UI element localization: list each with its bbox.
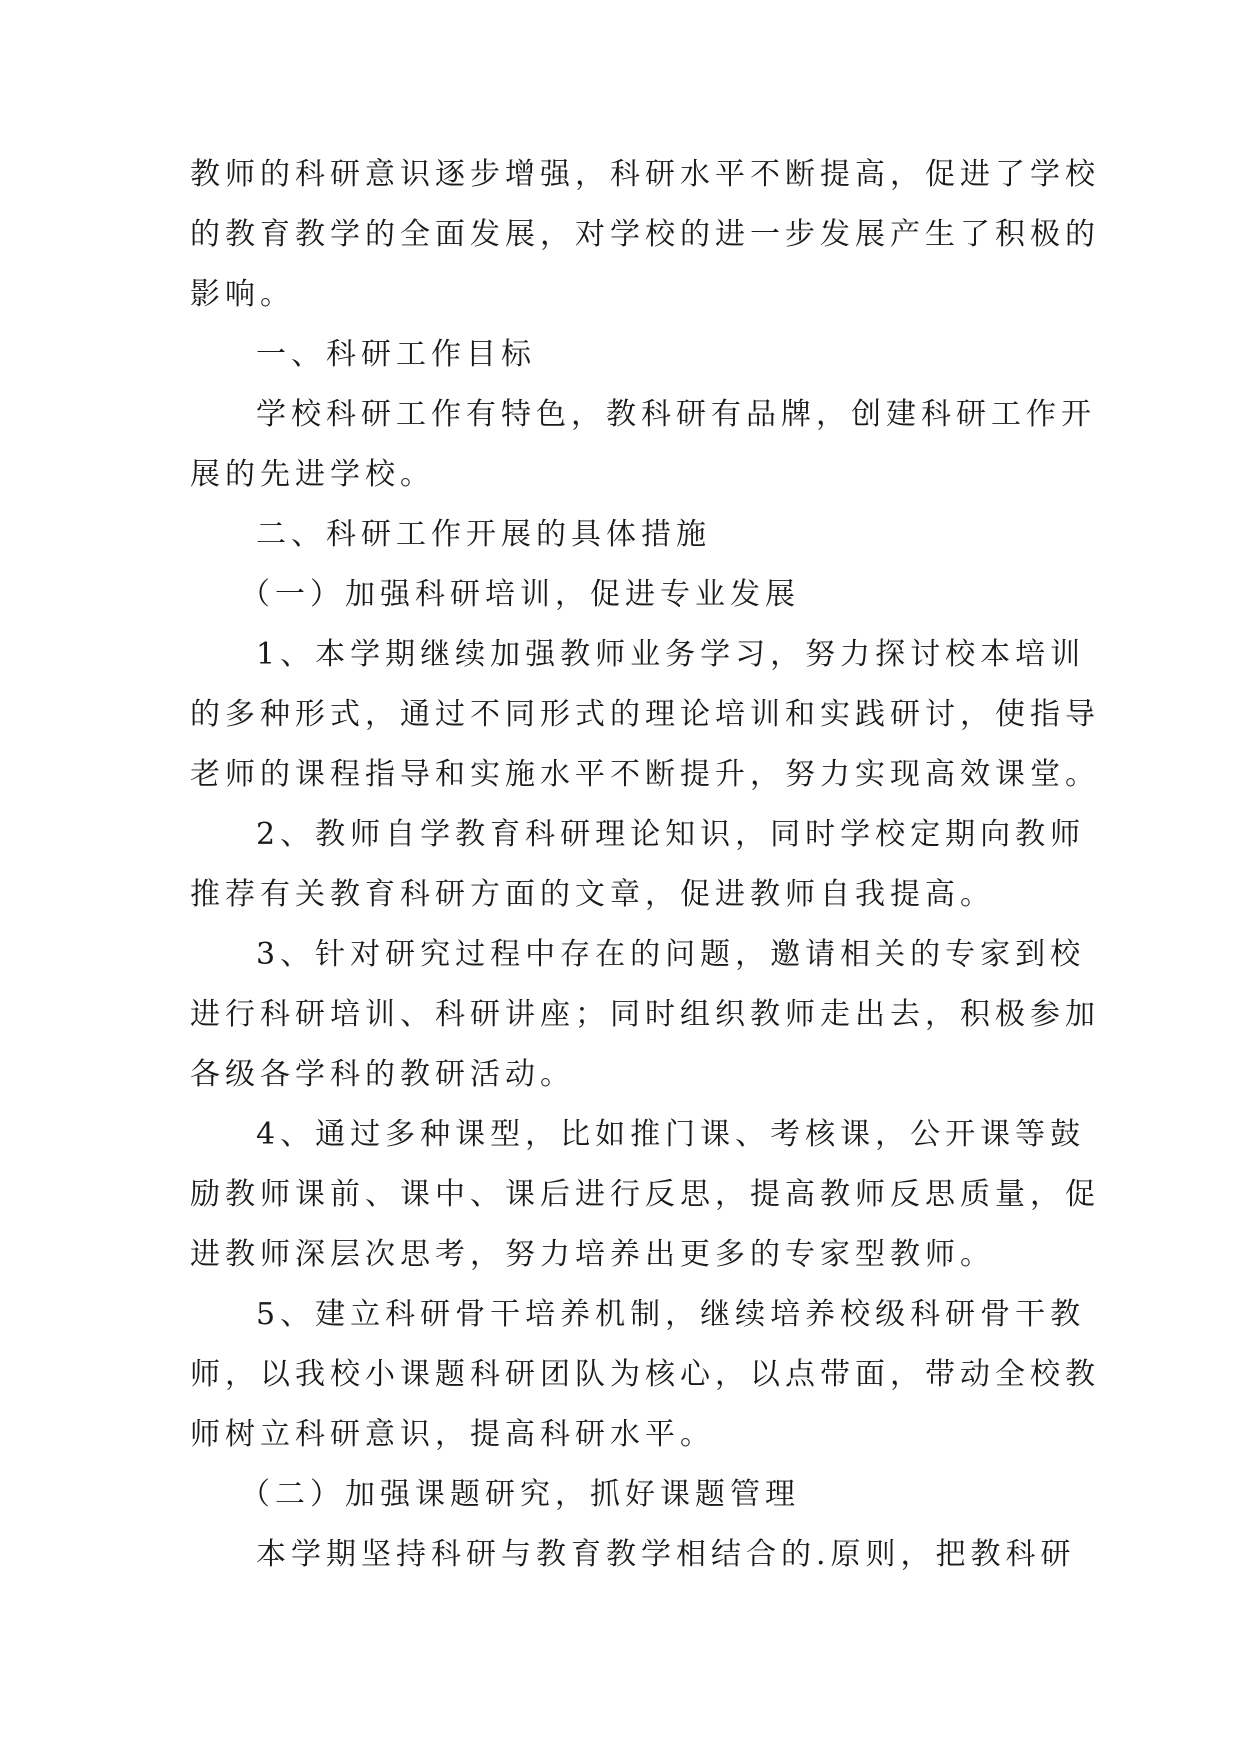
paragraph-line: 老师的课程指导和实施水平不断提升，努力实现高效课堂。 <box>190 757 1100 792</box>
paragraph-line: 推荐有关教育科研方面的文章，促进教师自我提高。 <box>190 877 995 912</box>
paragraph-line: 本学期坚持科研与教育教学相结合的.原则，把教科研 <box>256 1537 1076 1572</box>
paragraph-line: 影响。 <box>190 277 295 312</box>
section-heading: 二、科研工作开展的具体措施 <box>256 517 711 552</box>
paragraph-line: 5、建立科研骨干培养机制，继续培养校级科研骨干教 <box>256 1297 1086 1332</box>
paragraph-line: 的多种形式，通过不同形式的理论培训和实践研讨，使指导 <box>190 697 1100 732</box>
document-body <box>190 156 1100 1596</box>
paragraph-line: 励教师课前、课中、课后进行反思，提高教师反思质量，促 <box>190 1177 1100 1212</box>
paragraph-line: 师，以我校小课题科研团队为核心，以点带面，带动全校教 <box>190 1357 1100 1392</box>
subsection-heading: （二）加强课题研究，抓好课题管理 <box>240 1477 800 1512</box>
paragraph-line: 1、本学期继续加强教师业务学习，努力探讨校本培训 <box>256 637 1086 672</box>
paragraph-line: 2、教师自学教育科研理论知识，同时学校定期向教师 <box>256 817 1086 852</box>
paragraph-line: 的教育教学的全面发展，对学校的进一步发展产生了积极的 <box>190 217 1100 252</box>
paragraph-line: 进行科研培训、科研讲座；同时组织教师走出去，积极参加 <box>190 997 1100 1032</box>
paragraph-line: 各级各学科的教研活动。 <box>190 1057 575 1092</box>
section-heading: 一、科研工作目标 <box>256 337 536 372</box>
paragraph-line: 教师的科研意识逐步增强，科研水平不断提高，促进了学校 <box>190 157 1100 192</box>
paragraph-line: 3、针对研究过程中存在的问题，邀请相关的专家到校 <box>256 937 1086 972</box>
paragraph-line: 展的先进学校。 <box>190 457 435 492</box>
paragraph-line: 进教师深层次思考，努力培养出更多的专家型教师。 <box>190 1237 995 1272</box>
paragraph-line: 4、通过多种课型，比如推门课、考核课，公开课等鼓 <box>256 1117 1086 1152</box>
paragraph-line: 学校科研工作有特色，教科研有品牌，创建科研工作开 <box>256 397 1096 432</box>
subsection-heading: （一）加强科研培训，促进专业发展 <box>240 577 800 612</box>
paragraph-line: 师树立科研意识，提高科研水平。 <box>190 1417 715 1452</box>
